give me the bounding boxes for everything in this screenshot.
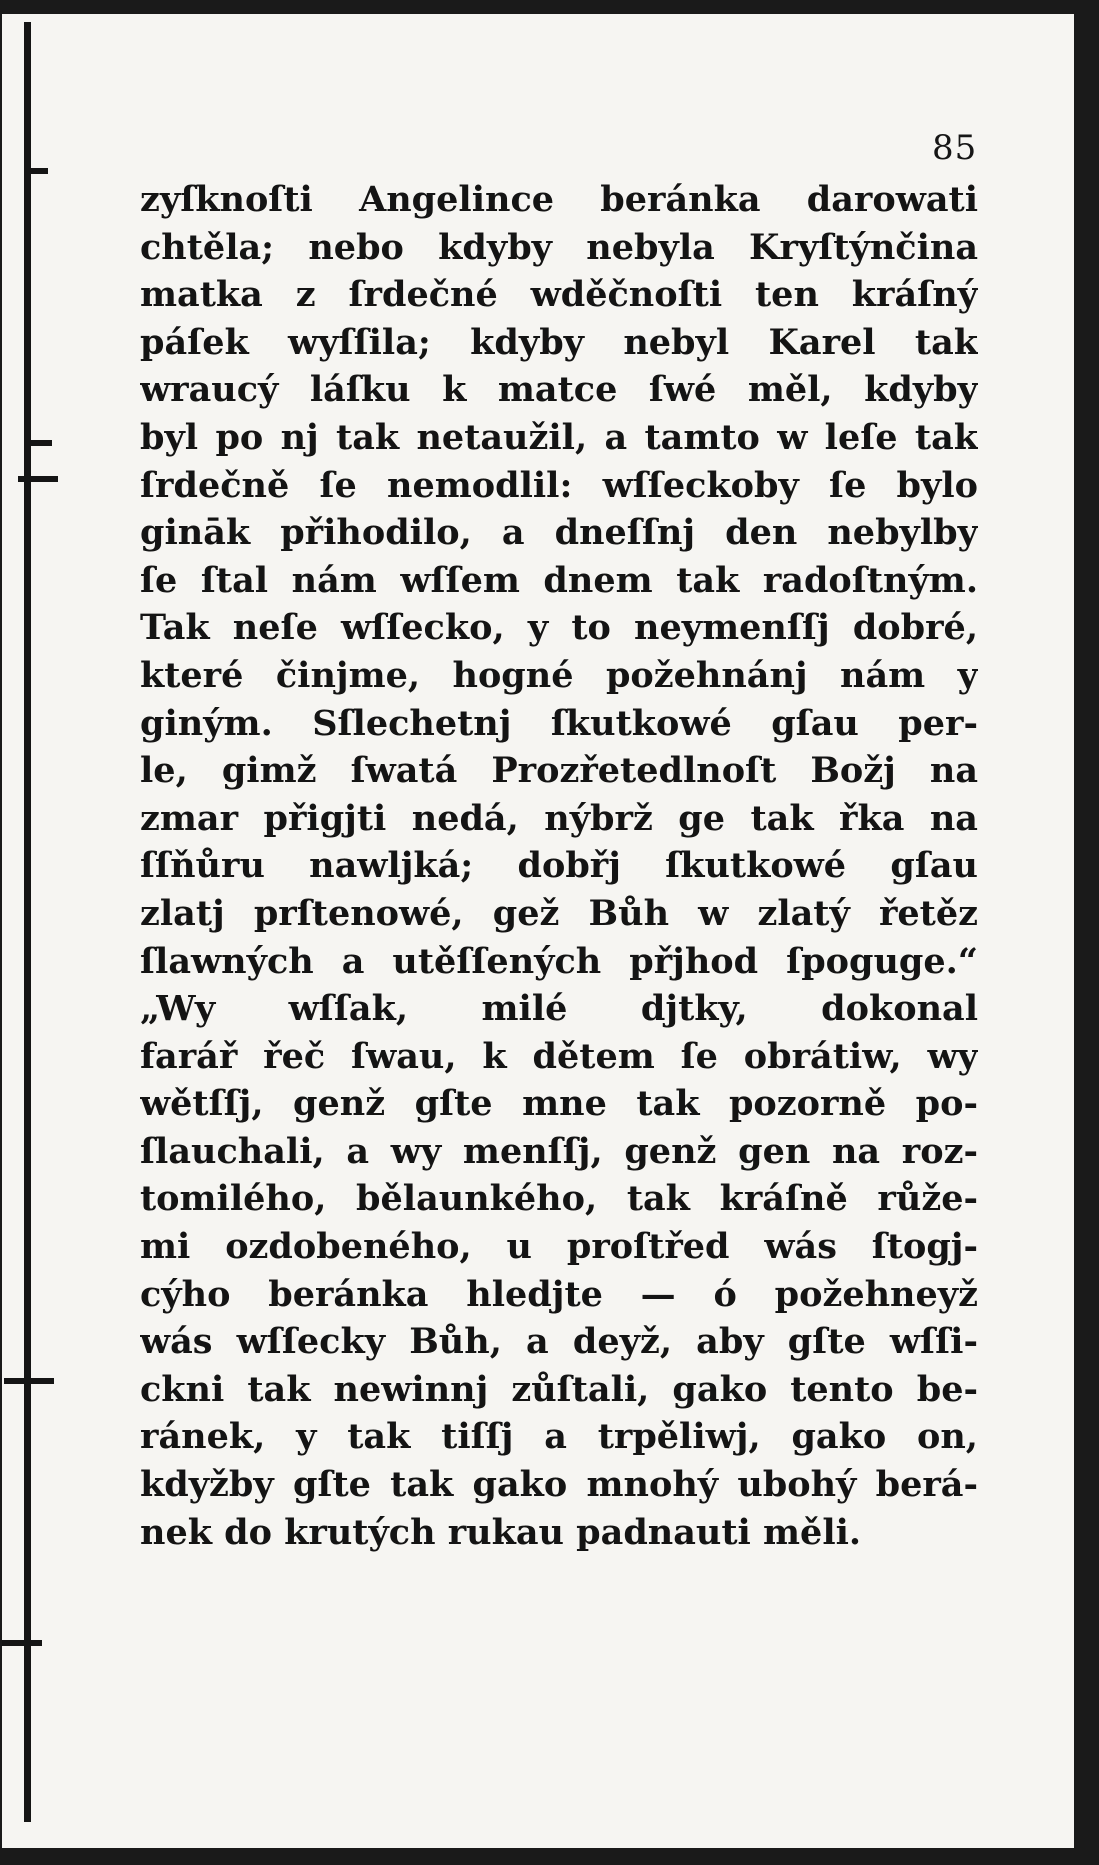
text-line: matka z ſrdečné wděčnoſti ten kráſný: [140, 274, 978, 316]
text-line: mi ozdobeného, u proſtřed wás ſtogj-: [140, 1226, 978, 1268]
binding-mark: [28, 168, 48, 174]
text-line: farář řeč ſwau, k dětem ſe obrátiw, wy: [140, 1035, 978, 1077]
text-line: páſek wyſſila; kdyby nebyl Karel tak: [140, 321, 978, 363]
binding-rule: [24, 22, 31, 1822]
text-line: ſrdečně ſe nemodlil: wſſeckoby ſe bylo: [140, 464, 978, 506]
text-line: wraucý láſku k matce ſwé měl, kdyby: [140, 369, 978, 411]
text-line: cýho beránka hledjte — ó požehneyž: [140, 1273, 978, 1315]
page-number: 85: [932, 128, 978, 168]
text-line: le, gimž ſwatá Prozřetedlnoſt Božj na: [140, 750, 978, 792]
text-line: chtěla; nebo kdyby nebyla Kryſtýnčina: [140, 226, 978, 268]
text-line: ránek, y tak tiſſj a trpěliwj, gako on,: [140, 1416, 978, 1458]
text-line: giným. Sſlechetnj ſkutkowé gſau per-: [140, 702, 978, 744]
binding-mark: [28, 440, 52, 446]
text-line: byl po nj tak netaužil, a tamto w leſe tak: [140, 416, 978, 458]
binding-mark: [4, 1378, 54, 1384]
text-line: Tak neſe wſſecko, y to neymenſſj dobré,: [140, 607, 978, 649]
binding-mark: [2, 1640, 42, 1646]
binding-mark: [18, 476, 58, 482]
text-line: ſſňůru nawljká; dobřj ſkutkowé gſau: [140, 845, 978, 887]
text-line: tomilého, bělaunkého, tak kráſně růže-: [140, 1178, 978, 1220]
text-line: ſlawných a utěſſených přjhod ſpoguge.“: [140, 940, 978, 982]
text-line: wás wſſecky Bůh, a deyž, aby gſte wſſi-: [140, 1321, 978, 1363]
text-line: nek do krutých rukau padnauti měli.: [140, 1511, 862, 1553]
text-line: wětſſj, genž gſte mne tak pozorně po-: [140, 1083, 978, 1125]
text-line: gināk přihodilo, a dneſſnj den nebylby: [140, 512, 978, 554]
text-line: ſe ſtal nám wſſem dnem tak radoſtným.: [140, 559, 978, 601]
text-line: které činjme, hogné požehnánj nám y: [140, 654, 978, 696]
text-line: zyſknoſti Angelince beránka darowati: [140, 179, 978, 220]
text-line: „Wy wſſak, milé djtky, dokonal: [140, 988, 978, 1030]
text-line: ſlauchali, a wy menſſj, genž gen na roz-: [140, 1130, 978, 1172]
text-line: zmar přigjti nedá, nýbrž ge tak řka na: [140, 797, 978, 839]
body-text: [140, 176, 978, 1556]
text-line: ckni tak newinnj zůſtali, gako tento be-: [140, 1368, 978, 1410]
text-line: zlatj prſtenowé, gež Bůh w zlatý řetěz: [140, 892, 978, 934]
text-line: kdyžby gſte tak gako mnohý ubohý berá-: [140, 1464, 978, 1506]
